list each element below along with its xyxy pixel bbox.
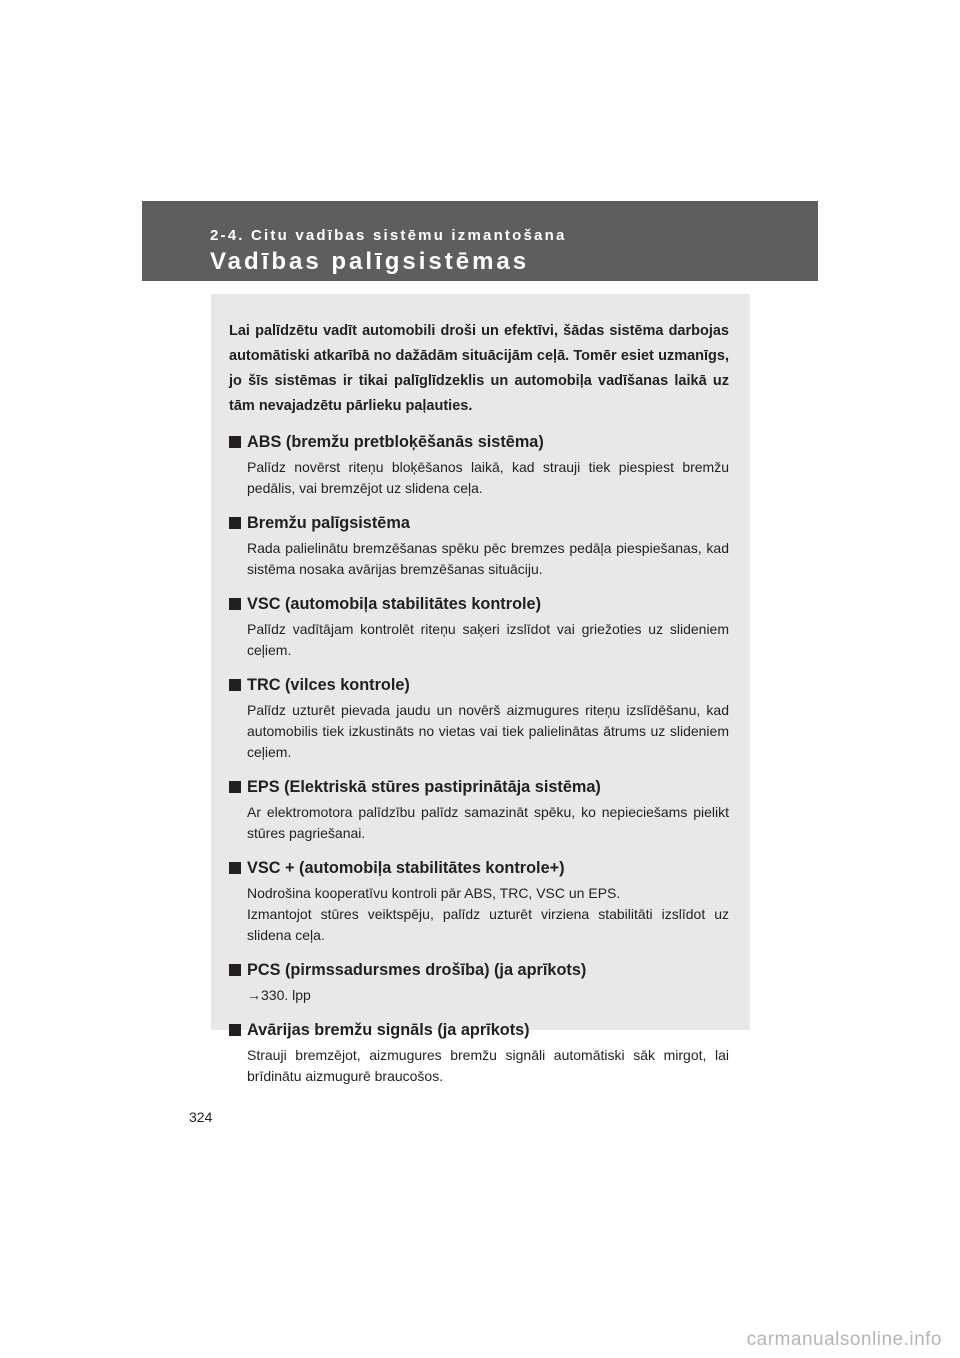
square-bullet-icon [229, 862, 241, 874]
section-heading-text: ABS (bremžu pretbloķēšanās sistēma) [247, 432, 544, 451]
square-bullet-icon [229, 436, 241, 448]
section-vsc-plus [229, 853, 729, 946]
section-heading-text: Bremžu palīgsistēma [247, 513, 410, 532]
section-text: Palīdz uzturēt pievada jaudu un novērš aizmugures riteņu izslīdēšanu, kad automobilis tiek izkustināts no vietas vai tiek palielinātas ātrums uz slideniem ceļiem. [247, 702, 729, 760]
section-text: Palīdz vadītājam kontrolēt riteņu saķeri izslīdot vai griežoties uz slideniem ceļiem. [247, 621, 729, 658]
section-text: Izmantojot stūres veiktspēju, palīdz uzturēt virziena stabilitāti izslīdot uz slidena ceļa. [247, 906, 729, 943]
square-bullet-icon [229, 517, 241, 529]
section-body [229, 619, 729, 661]
section-vsc [229, 589, 729, 661]
section-trc [229, 670, 729, 763]
section-heading-text: VSC + (automobiļa stabilitātes kontrole+) [247, 858, 565, 877]
section-body [229, 538, 729, 580]
section-text: Nodrošina kooperatīvu kontroli pār ABS, TRC, VSC un EPS. [247, 885, 621, 901]
section-heading [229, 853, 729, 883]
section-body [229, 883, 729, 946]
square-bullet-icon [229, 679, 241, 691]
section-heading-text: TRC (vilces kontrole) [247, 675, 410, 694]
watermark: carmanualsonline.info [746, 1329, 942, 1350]
section-heading [229, 772, 729, 802]
content-box [211, 294, 750, 1084]
section-abs [229, 427, 729, 499]
section-heading-text: EPS (Elektriskā stūres pastiprinātāja sistēma) [247, 777, 601, 796]
section-body [229, 457, 729, 499]
section-label: 2-4. Citu vadības sistēmu izmantošana [210, 227, 567, 244]
section-eps [229, 772, 729, 844]
page-title: Vadības palīgsistēmas [210, 248, 530, 275]
section-heading [229, 508, 729, 538]
square-bullet-icon [229, 1024, 241, 1036]
square-bullet-icon [229, 964, 241, 976]
section-heading-text: PCS (pirmssadursmes drošība) (ja aprīkots) [247, 960, 587, 979]
section-heading-text: VSC (automobiļa stabilitātes kontrole) [247, 594, 542, 613]
section-body [229, 1045, 729, 1087]
section-text: Strauji bremzējot, aizmugures bremžu signāli automātiski sāk mirgot, lai brīdinātu aizmugurē braucošos. [247, 1047, 729, 1084]
section-text: Rada palielinātu bremzēšanas spēku pēc bremzes pedāļa piespiešanas, kad sistēma nosaka avārijas bremzēšanas situāciju. [247, 540, 729, 577]
section-heading [229, 589, 729, 619]
section-pcs [229, 955, 729, 1006]
section-heading [229, 427, 729, 457]
section-emergency-brake-signal [229, 1015, 729, 1087]
section-body [229, 700, 729, 763]
section-heading [229, 1015, 729, 1045]
section-body [229, 802, 729, 844]
page-reference-link[interactable]: →330. lpp [247, 987, 311, 1003]
section-body [229, 985, 729, 1006]
intro-paragraph: Lai palīdzētu vadīt automobili droši un efektīvi, šādas sistēma darbojas automātiski atkarībā no dažādām situācijām ceļā. Tomēr esiet uzmanīgs, jo šīs sistēmas ir tikai palīglīdzeklis un automobiļa vadīšanas laikā uz tām nevajadzētu pārlieku paļauties. [229, 323, 729, 414]
square-bullet-icon [229, 781, 241, 793]
section-heading [229, 670, 729, 700]
section-heading [229, 955, 729, 985]
section-brake-assist [229, 508, 729, 580]
page-number: 324 [189, 1109, 213, 1125]
square-bullet-icon [229, 598, 241, 610]
chapter-header [142, 201, 818, 281]
section-text: Ar elektromotora palīdzību palīdz samazināt spēku, ko nepieciešams pielikt stūres pagriešanai. [247, 804, 729, 841]
section-text: Palīdz novērst riteņu bloķēšanos laikā, kad strauji tiek piespiest bremžu pedālis, vai bremzējot uz slidena ceļa. [247, 459, 729, 496]
section-heading-text: Avārijas bremžu signāls (ja aprīkots) [247, 1020, 530, 1039]
